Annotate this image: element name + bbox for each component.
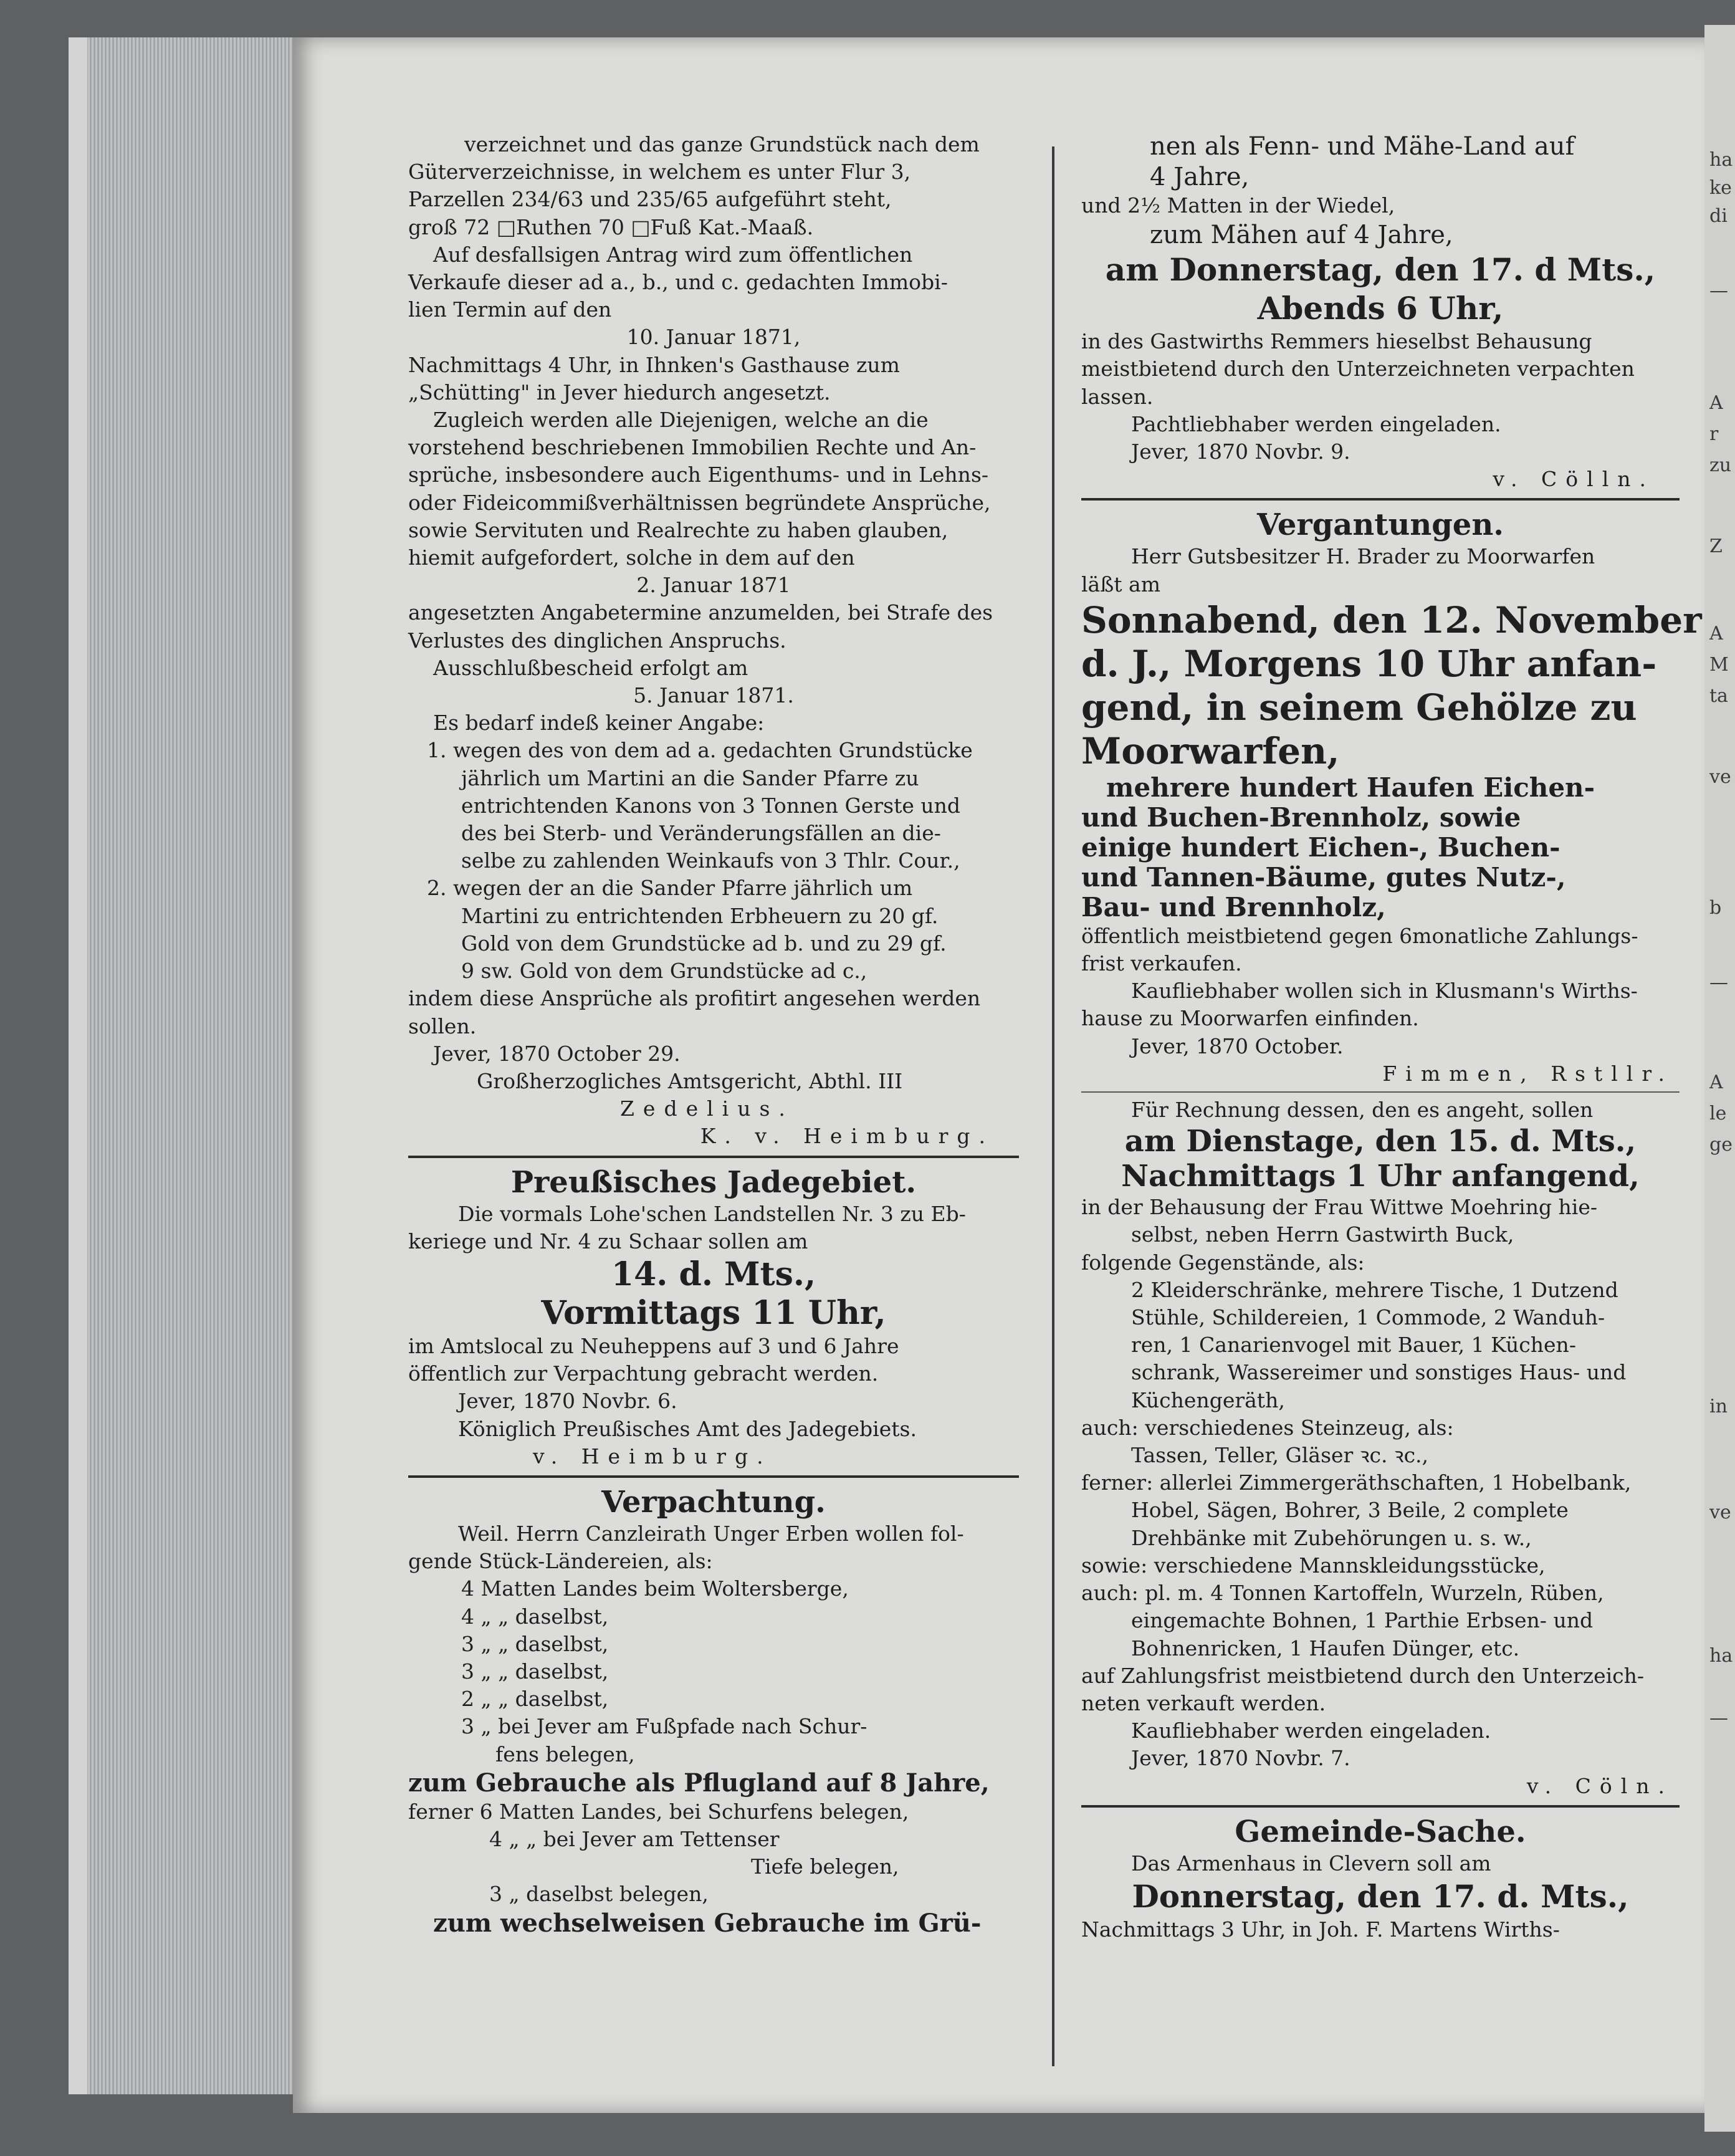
text-line: sowie: verschiedene Mannskleidungsstücke, bbox=[1081, 1553, 1546, 1578]
text-line: Die vormals Lohe'schen Landstellen Nr. 3 zu Eb- bbox=[458, 1201, 966, 1226]
date-line: 2. Januar 1871 bbox=[636, 573, 791, 598]
book-edge bbox=[69, 37, 330, 2094]
strip-text: ke bbox=[1709, 177, 1732, 199]
text-line: neten verkauft werden. bbox=[1081, 1690, 1326, 1715]
text-line: Zugleich werden alle Diejenigen, welche an die bbox=[433, 408, 929, 433]
section-title: Verpachtung. bbox=[601, 1484, 826, 1520]
strip-text: ha bbox=[1709, 149, 1733, 171]
goods-line: einige hundert Eichen-, Buchen- bbox=[1081, 831, 1561, 863]
text-line: ren, 1 Canarienvogel mit Bauer, 1 Küchen- bbox=[1131, 1333, 1576, 1358]
text-line: selbst, neben Herrn Gastwirth Buck, bbox=[1131, 1222, 1514, 1247]
strip-text: di bbox=[1709, 205, 1728, 227]
text-line: lassen. bbox=[1081, 384, 1154, 409]
place-date: Jever, 1870 Novbr. 9. bbox=[1131, 439, 1350, 464]
auction-heading: gend, in seinem Gehölze zu bbox=[1081, 686, 1637, 729]
court-name: Großherzogliches Amtsgericht, Abthl. III bbox=[477, 1068, 903, 1093]
auction-heading: d. J., Morgens 10 Uhr anfan- bbox=[1081, 642, 1657, 685]
strip-text: A bbox=[1709, 392, 1723, 414]
place-date: Jever, 1870 Novbr. 6. bbox=[458, 1389, 677, 1414]
text-line: öffentlich zur Verpachtung gebracht werden. bbox=[408, 1361, 879, 1386]
list-item-cont: 9 sw. Gold von dem Grundstücke ad c., bbox=[461, 959, 868, 984]
use-heading: zum wechselweisen Gebrauche im Grü- bbox=[433, 1908, 982, 1938]
text-line: verzeichnet und das ganze Grundstück nach dem bbox=[464, 132, 980, 156]
text-line: sowie Servituten und Realrechte zu haben glauben, bbox=[408, 517, 949, 542]
text-line: schrank, Wassereimer und sonstiges Haus- und bbox=[1131, 1360, 1627, 1385]
text-line: sollen. bbox=[408, 1013, 477, 1038]
section-title: Preußisches Jadegebiet. bbox=[510, 1164, 917, 1200]
signature: v. Cölln. bbox=[1493, 467, 1655, 492]
text-line: 4 Jahre, bbox=[1150, 163, 1250, 191]
strip-text: Z bbox=[1709, 535, 1723, 557]
list-item: 3 „ „ daselbst, bbox=[461, 1631, 609, 1656]
text-line: Verkaufe dieser ad a., b., und c. gedachten Immobi- bbox=[408, 270, 948, 295]
section-rule bbox=[408, 1156, 1019, 1158]
place-date: Jever, 1870 October 29. bbox=[433, 1041, 681, 1066]
adjacent-page-strip bbox=[1704, 25, 1735, 2132]
list-item: 3 „ bei Jever am Fußpfade nach Schur- bbox=[461, 1714, 868, 1739]
list-item-cont: Tiefe belegen, bbox=[751, 1854, 899, 1879]
text-line: Weil. Herrn Canzleirath Unger Erben wollen fol- bbox=[458, 1521, 964, 1546]
strip-text: ha bbox=[1709, 1645, 1733, 1667]
goods-line: und Tannen-Bäume, gutes Nutz-, bbox=[1081, 861, 1566, 893]
strip-text: le bbox=[1709, 1103, 1727, 1124]
list-item: 2. wegen der an die Sander Pfarre jährlich um bbox=[427, 876, 913, 901]
strip-text: ta bbox=[1709, 685, 1728, 707]
section-title: Gemeinde-Sache. bbox=[1235, 1814, 1526, 1849]
text-line: in des Gastwirths Remmers hieselbst Behausung bbox=[1081, 329, 1592, 354]
strip-text: in bbox=[1709, 1396, 1728, 1417]
text-line: ferner: allerlei Zimmergeräthschaften, 1 Hobelbank, bbox=[1081, 1470, 1632, 1495]
auction-time: Vormittags 11 Uhr, bbox=[541, 1293, 886, 1332]
strip-text: M bbox=[1709, 654, 1729, 676]
text-line: Nachmittags 3 Uhr, in Joh. F. Martens Wirths- bbox=[1081, 1917, 1560, 1942]
strip-text: ve bbox=[1709, 1502, 1731, 1523]
text-line: Das Armenhaus in Clevern soll am bbox=[1131, 1851, 1491, 1876]
text-line: frist verkaufen. bbox=[1081, 951, 1242, 976]
text-line: im Amtslocal zu Neuheppens auf 3 und 6 Jahre bbox=[408, 1333, 899, 1358]
text-line: Nachmittags 4 Uhr, in Ihnken's Gasthause zum bbox=[408, 352, 900, 377]
section-title: Vergantungen. bbox=[1257, 507, 1504, 543]
list-item: 2 „ „ daselbst, bbox=[461, 1687, 609, 1712]
list-item: 4 „ „ daselbst, bbox=[461, 1604, 609, 1629]
goods-line: Bau- und Brennholz, bbox=[1081, 891, 1386, 922]
text-line: Pachtliebhaber werden eingeladen. bbox=[1131, 411, 1501, 436]
section-rule bbox=[1081, 1805, 1680, 1808]
text-line: nen als Fenn- und Mähe-Land auf bbox=[1150, 132, 1575, 161]
strip-text: — bbox=[1709, 972, 1728, 994]
signature: v. Cöln. bbox=[1526, 1773, 1673, 1798]
auction-date: am Dienstage, den 15. d. Mts., bbox=[1124, 1124, 1637, 1159]
text-line: lien Termin auf den bbox=[408, 297, 612, 322]
list-item: 3 „ daselbst belegen, bbox=[489, 1882, 709, 1907]
text-line: indem diese Ansprüche als profitirt angesehen werden bbox=[408, 986, 981, 1011]
list-item: 4 „ „ bei Jever am Tettenser bbox=[489, 1826, 780, 1851]
text-line: 2 Kleiderschränke, mehrere Tische, 1 Dutzend bbox=[1131, 1277, 1618, 1302]
text-line: auf Zahlungsfrist meistbietend durch den Unterzeich- bbox=[1081, 1663, 1645, 1688]
text-line: „Schütting" in Jever hiedurch angesetzt. bbox=[408, 380, 831, 405]
text-line: Verlustes des dinglichen Anspruchs. bbox=[408, 628, 786, 653]
place-date: Jever, 1870 Novbr. 7. bbox=[1131, 1746, 1350, 1771]
text-line: und 2½ Matten in der Wiedel, bbox=[1081, 193, 1395, 218]
left-column bbox=[408, 131, 1019, 1938]
text-line: Kaufliebhaber wollen sich in Klusmann's Wirths- bbox=[1131, 979, 1638, 1004]
text-line: Für Rechnung dessen, den es angeht, sollen bbox=[1131, 1098, 1594, 1123]
auction-heading: Sonnabend, den 12. November bbox=[1081, 598, 1702, 641]
text-line: gende Stück-Ländereien, als: bbox=[408, 1549, 713, 1574]
list-item-cont: entrichtenden Kanons von 3 Tonnen Gerste und bbox=[461, 793, 961, 818]
list-item: 4 Matten Landes beim Woltersberge, bbox=[461, 1576, 849, 1601]
auction-time: Abends 6 Uhr, bbox=[1257, 290, 1504, 327]
text-line: Tassen, Teller, Gläser ꝛc. ꝛc., bbox=[1131, 1443, 1429, 1468]
signature: K. v. Heimburg. bbox=[700, 1124, 994, 1149]
text-line: angesetzten Angabetermine anzumelden, bei Strafe des bbox=[408, 600, 993, 625]
signature: Zedelius. bbox=[620, 1096, 794, 1121]
text-line: Güterverzeichnisse, in welchem es unter Flur 3, bbox=[408, 160, 911, 184]
text-line: Herr Gutsbesitzer H. Brader zu Moorwarfen bbox=[1131, 544, 1595, 569]
strip-text: A bbox=[1709, 1071, 1723, 1093]
list-item: 1. wegen des von dem ad a. gedachten Grundstücke bbox=[427, 738, 973, 763]
strip-text: A bbox=[1709, 623, 1723, 644]
date-line: 5. Januar 1871. bbox=[633, 683, 794, 708]
text-line: Kaufliebhaber werden eingeladen. bbox=[1131, 1718, 1491, 1743]
section-rule bbox=[1081, 498, 1680, 501]
text-line: öffentlich meistbietend gegen 6monatliche Zahlungs- bbox=[1081, 923, 1638, 948]
strip-text: — bbox=[1709, 1707, 1728, 1729]
right-column bbox=[1081, 131, 1702, 1943]
goods-line: mehrere hundert Haufen Eichen- bbox=[1106, 772, 1595, 803]
strip-text: ve bbox=[1709, 766, 1731, 788]
text-line: keriege und Nr. 4 zu Schaar sollen am bbox=[408, 1229, 808, 1253]
text-line: ferner 6 Matten Landes, bei Schurfens belegen, bbox=[408, 1799, 909, 1824]
list-item-cont: des bei Sterb- und Veränderungsfällen an die- bbox=[461, 821, 941, 846]
text-line: Bohnenricken, 1 Haufen Dünger, etc. bbox=[1131, 1636, 1520, 1660]
text-line: eingemachte Bohnen, 1 Parthie Erbsen- und bbox=[1131, 1608, 1594, 1633]
text-line: auch: verschiedenes Steinzeug, als: bbox=[1081, 1415, 1454, 1440]
auction-date: 14. d. Mts., bbox=[611, 1255, 816, 1293]
strip-text: — bbox=[1709, 280, 1728, 302]
text-line: folgende Gegenstände, als: bbox=[1081, 1250, 1365, 1275]
signature: v. Heimburg. bbox=[533, 1444, 772, 1468]
text-line: Drehbänke mit Zubehörungen u. s. w., bbox=[1131, 1525, 1532, 1550]
text-line: hiemit aufgefordert, solche in dem auf den bbox=[408, 545, 855, 570]
strip-text: zu bbox=[1709, 454, 1732, 476]
text-line: sprüche, insbesondere auch Eigenthums- und in Lehns- bbox=[408, 462, 989, 487]
strip-text: b bbox=[1709, 897, 1722, 919]
list-item-cont: Gold von dem Grundstücke ad b. und zu 29 gf. bbox=[461, 931, 947, 956]
goods-line: und Buchen-Brennholz, sowie bbox=[1081, 802, 1521, 833]
list-item-cont: Martini zu entrichtenden Erbheuern zu 20 gf. bbox=[461, 903, 939, 928]
list-item: 3 „ „ daselbst, bbox=[461, 1659, 609, 1684]
text-line: groß 72 □Ruthen 70 □Fuß Kat.-Maaß. bbox=[408, 214, 814, 239]
section-rule bbox=[408, 1475, 1019, 1478]
office-name: Königlich Preußisches Amt des Jadegebiets. bbox=[458, 1416, 917, 1441]
strip-text: ge bbox=[1709, 1134, 1733, 1156]
use-heading: zum Gebrauche als Pflugland auf 8 Jahre, bbox=[408, 1768, 990, 1798]
text-line: auch: pl. m. 4 Tonnen Kartoffeln, Wurzeln, Rüben, bbox=[1081, 1581, 1604, 1606]
strip-text: r bbox=[1709, 423, 1719, 445]
auction-date: Donnerstag, den 17. d. Mts., bbox=[1132, 1877, 1629, 1915]
text-line: oder Fideicommißverhältnissen begründete Ansprüche, bbox=[408, 490, 991, 515]
text-line: Auf desfallsigen Antrag wird zum öffentlichen bbox=[433, 242, 913, 267]
text-line: Ausschlußbescheid erfolgt am bbox=[433, 655, 748, 680]
text-line: Hobel, Sägen, Bohrer, 3 Beile, 2 complete bbox=[1131, 1498, 1569, 1523]
section-rule bbox=[1081, 1091, 1680, 1093]
auction-time: Nachmittags 1 Uhr anfangend, bbox=[1121, 1159, 1640, 1194]
text-line: Es bedarf indeß keiner Angabe: bbox=[433, 711, 765, 735]
list-item-cont: selbe zu zahlenden Weinkaufs von 3 Thlr. Cour., bbox=[461, 848, 960, 873]
text-line: vorstehend beschriebenen Immobilien Rechte und An- bbox=[408, 435, 977, 460]
signature: Fimmen, Rstllr. bbox=[1382, 1061, 1673, 1086]
list-item-cont: fens belegen, bbox=[495, 1742, 635, 1766]
column-divider bbox=[1052, 146, 1054, 2066]
text-line: Parzellen 234/63 und 235/65 aufgeführt steht, bbox=[408, 187, 892, 212]
text-line: hause zu Moorwarfen einfinden. bbox=[1081, 1006, 1419, 1031]
text-line: in der Behausung der Frau Wittwe Moehring hie- bbox=[1081, 1195, 1598, 1220]
text-line: Küchengeräth, bbox=[1131, 1387, 1285, 1412]
auction-heading: Moorwarfen, bbox=[1081, 729, 1340, 772]
place-date: Jever, 1870 October. bbox=[1131, 1033, 1344, 1058]
text-line: läßt am bbox=[1081, 572, 1160, 596]
list-item-cont: jährlich um Martini an die Sander Pfarre zu bbox=[461, 765, 919, 790]
date-line: 10. Januar 1871, bbox=[626, 325, 801, 350]
auction-date: am Donnerstag, den 17. d Mts., bbox=[1105, 251, 1656, 289]
text-line: Stühle, Schildereien, 1 Commode, 2 Wanduh- bbox=[1131, 1305, 1605, 1330]
text-line: meistbietend durch den Unterzeichneten verpachten bbox=[1081, 357, 1635, 381]
text-line: zum Mähen auf 4 Jahre, bbox=[1150, 221, 1453, 250]
